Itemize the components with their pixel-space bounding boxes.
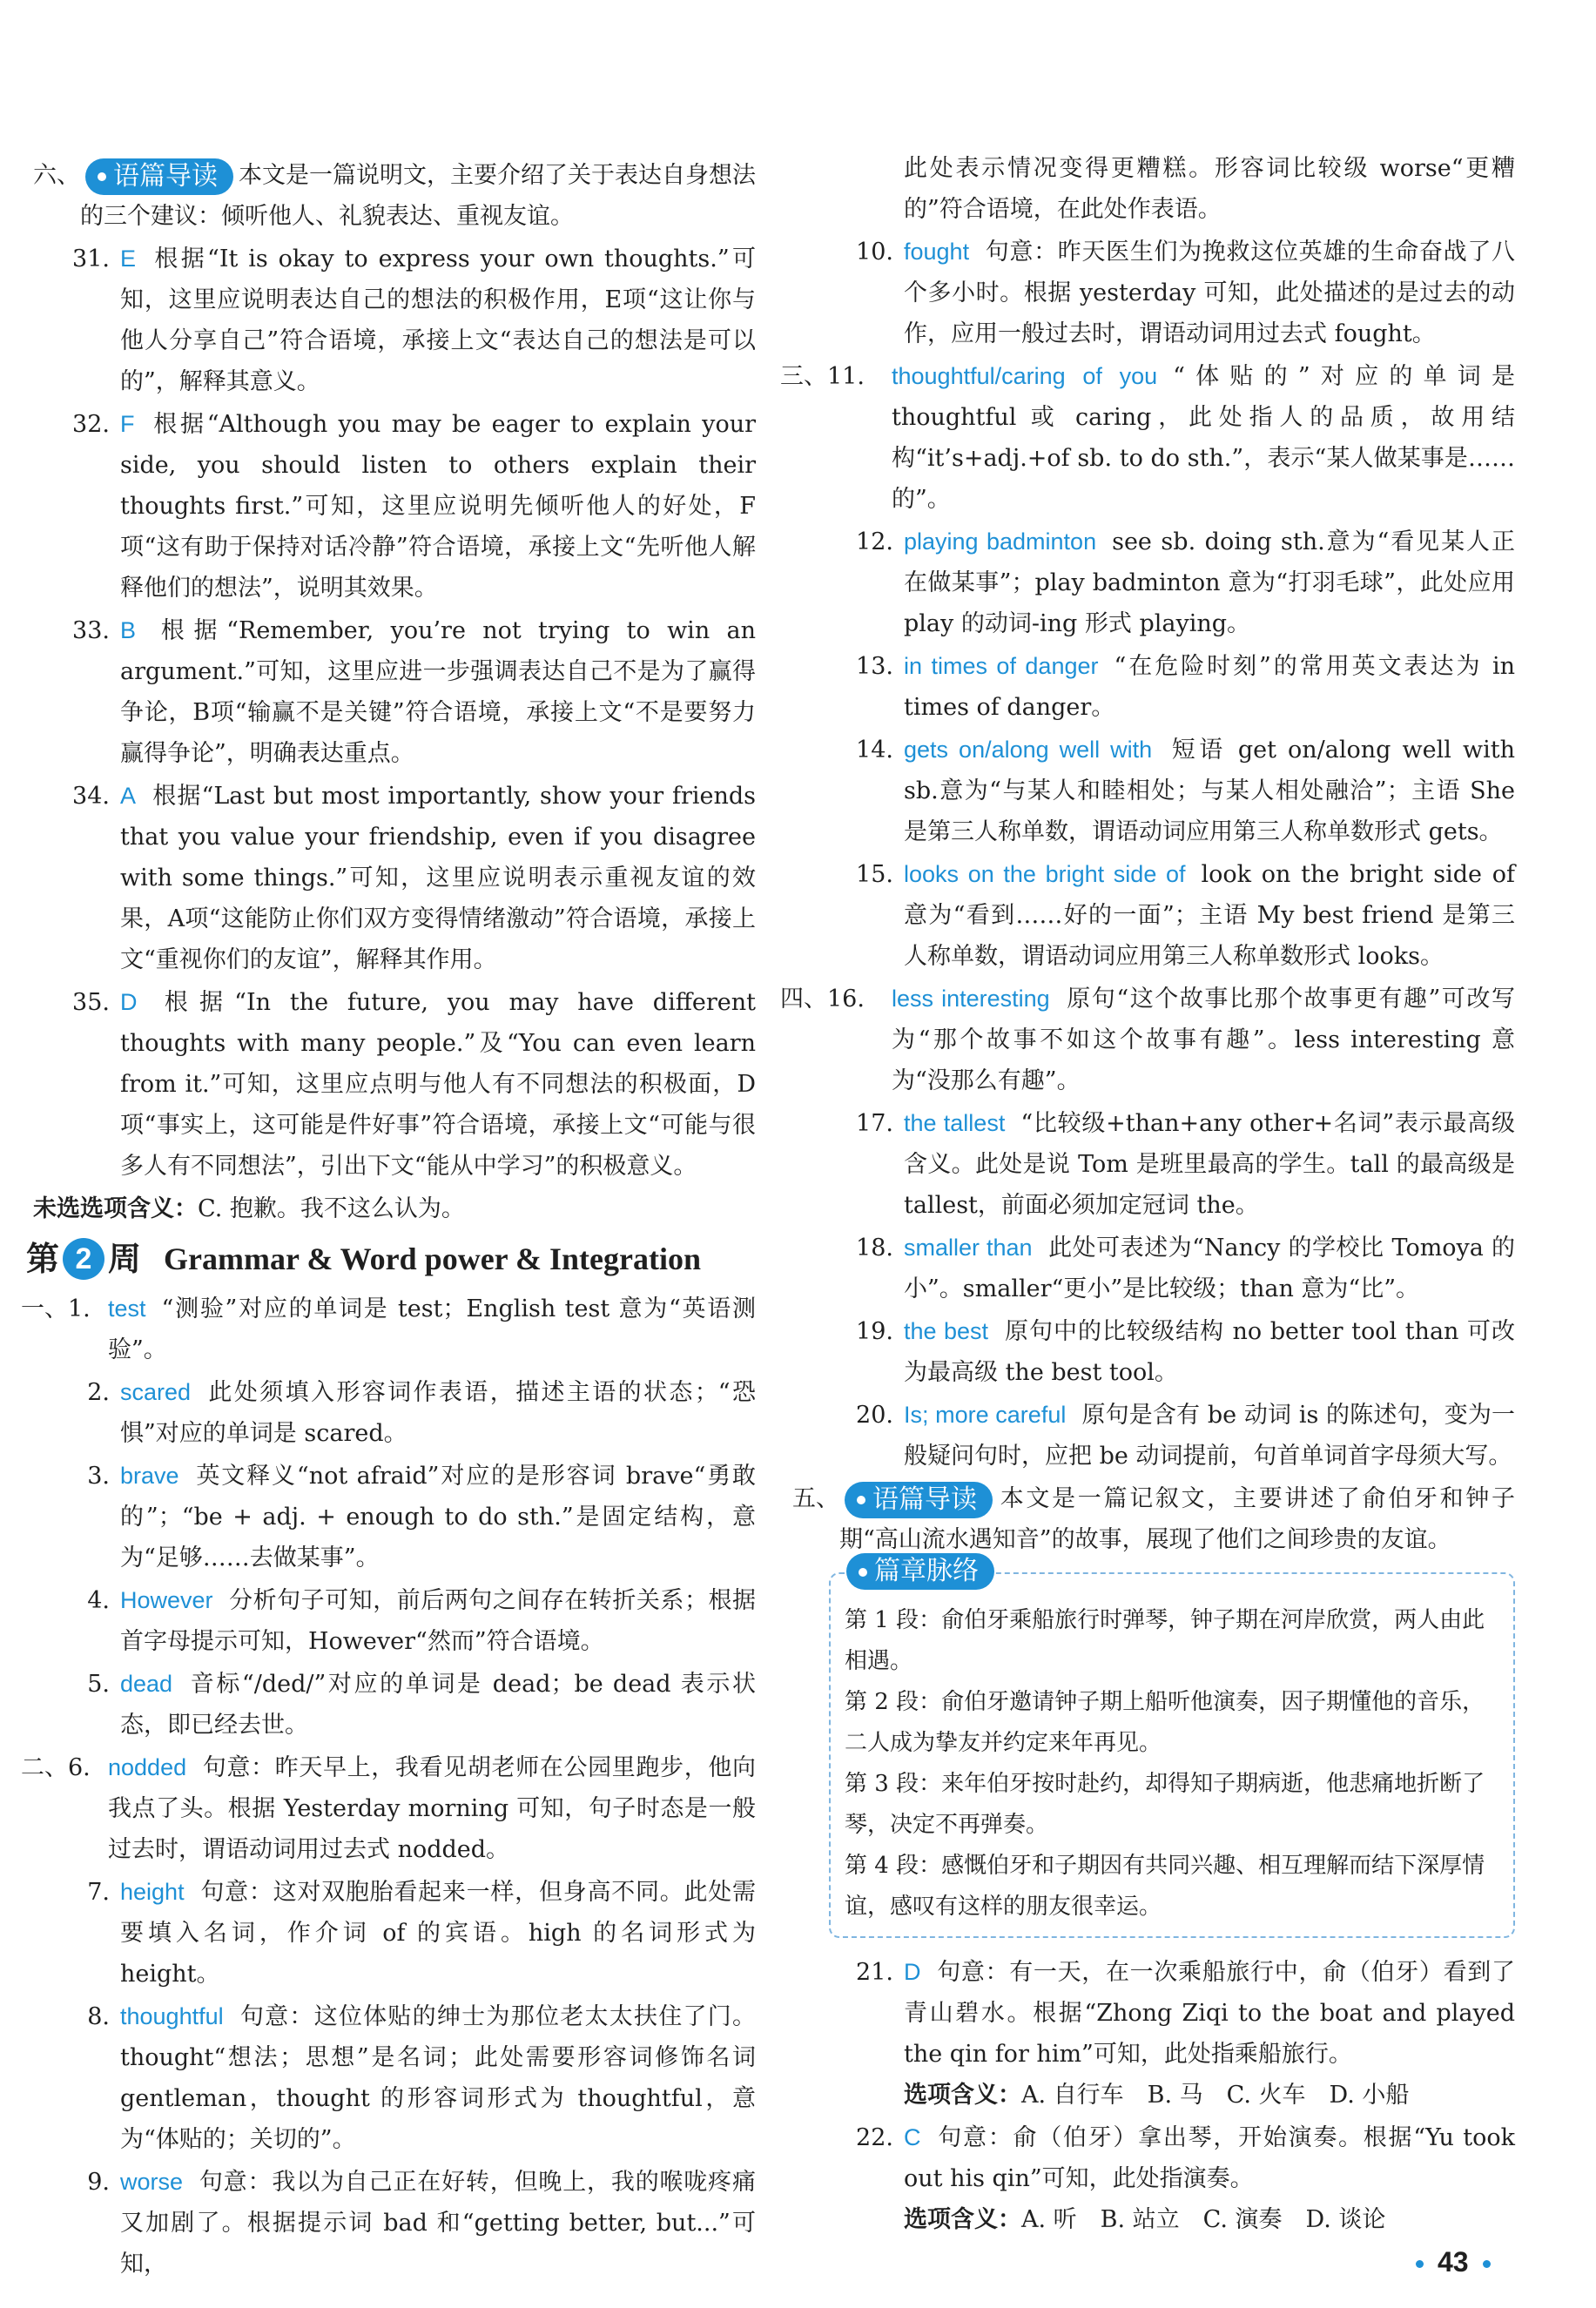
answer-item (33, 2162, 756, 2284)
answer-item (792, 646, 1515, 728)
answer-item (33, 1372, 756, 1454)
dot-icon (859, 1568, 867, 1577)
answer-key: the best (904, 1318, 989, 1344)
explanation-text: 句意：昨天早上，我看见胡老师在公园里跑步，他向我点了头。根据 Yesterday morning 可知，句子时态是一般过去时，谓语动词用过去式 nodded。 (108, 1754, 756, 1863)
item-9-continuation: 此处表示情况变得更糟糕。形容词比较级 worse“更糟的”符合语境，在此处作表语。 (904, 155, 1515, 223)
option-meanings: 选项含义：A. 听 B. 站立 C. 演奏 D. 谈论 (904, 2206, 1386, 2233)
answer-key: height (120, 1879, 185, 1905)
dot-icon (1483, 2260, 1491, 2268)
answer-item (792, 521, 1515, 644)
explanation-text: 音标“/ded/”对应的单词是 dead；be dead 表示状态，即已经去世。 (120, 1671, 756, 1739)
explanation-text: 短语 get on/along well with sb.意为“与某人和睦相处；与某人相处融洽”；主语 She 是第三人称单数，谓语动词应用第三人称单数形式 gets。 (904, 737, 1515, 845)
answer-item (792, 1311, 1515, 1393)
answer-key: gets on/along well with (904, 737, 1153, 763)
section-label: 五、 (792, 1485, 839, 1512)
answer-item (21, 1289, 756, 1370)
answer-key: A (120, 783, 137, 809)
answer-item (780, 356, 1515, 520)
right-column (780, 148, 1515, 2242)
answer-item (792, 1103, 1515, 1226)
explanation-text: “体贴的”对应的单词是 thoughtful 或 caring，此处指人的品质，故用结构“it’s+adj.+of sb. to do sth.”，表示“某人做某事是……的”。 (892, 363, 1515, 513)
answer-item (780, 979, 1515, 1101)
section-6-header (33, 155, 756, 237)
answer-key: D (120, 989, 138, 1015)
explanation-text: look on the bright side of 意为“看到……好的一面”；主语 My best friend 是第三人称单数，谓语动词应用第三人称单数形式 looks。 (904, 861, 1515, 970)
item-number: 2. (87, 1379, 110, 1406)
item-number: 20. (856, 1402, 893, 1429)
answer-item (33, 239, 756, 402)
answer-key: However (120, 1587, 213, 1613)
answer-item (792, 1228, 1515, 1309)
outline-paragraph: 第 2 段：俞伯牙邀请钟子期上船听他演奏，因子期懂他的音乐，二人成为挚友并约定来年再见。 (845, 1689, 1485, 1756)
answer-item (33, 1664, 756, 1746)
answer-key: less interesting (892, 986, 1050, 1012)
answer-item (792, 854, 1515, 977)
week-heading: 第 2 周 Grammar & Word power & Integration (26, 1238, 756, 1280)
item-number: 3. (87, 1463, 110, 1490)
item-number: 四、16. (780, 986, 865, 1013)
explanation-text: 句意：俞（伯牙）拿出琴，开始演奏。根据“Yu took out his qin”可知，此处指演奏。 (904, 2124, 1515, 2192)
explanation-text: 原句中的比较级结构 no better tool than 可改为最高级 the best tool。 (904, 1318, 1515, 1386)
item-number: 31. (72, 246, 110, 273)
explanation-text: 句意：我以为自己正在好转，但晚上，我的喉咙疼痛又加剧了。根据提示词 bad 和“getting better, but...”可知， (120, 2169, 756, 2278)
dot-icon (98, 172, 106, 181)
answer-key: in times of danger (904, 653, 1099, 679)
left-column (21, 155, 756, 2286)
answer-key: Is; more careful (904, 1402, 1067, 1428)
item-number: 18. (856, 1235, 893, 1262)
explanation-text: “在危险时刻”的常用英文表达为 in times of danger。 (904, 653, 1515, 721)
item-number: 8. (87, 2003, 110, 2030)
explanation-text: 英文释义“not afraid”对应的是形容词 brave“勇敢的”；“be + adj. + enough to do sth.”是固定结构，意为“足够……去做某事”。 (120, 1463, 756, 1571)
answer-item (33, 404, 756, 609)
item-number: 一、1. (21, 1295, 91, 1322)
answer-item (792, 2117, 1515, 2240)
answer-key: B (120, 617, 137, 643)
explanation-text: 句意：这对双胞胎看起来一样，但身高不同。此处需要填入名词，作介词 of 的宾语。high 的名词形式为 height。 (120, 1879, 756, 1988)
section-label: 六、 (33, 162, 80, 189)
item-number: 32. (72, 411, 110, 438)
answer-key: E (120, 246, 137, 272)
answer-item (792, 1395, 1515, 1477)
item-number: 9. (87, 2169, 110, 2196)
answer-item (33, 1996, 756, 2160)
answer-item (21, 1747, 756, 1870)
answer-key: worse (120, 2169, 184, 2195)
answer-key: nodded (108, 1754, 187, 1780)
explanation-text: 根据“Last but most importantly, show your friends that you value your friendship, even if you disagree with some things.”可知，这里应说明表示重视友谊的效果，A项“这能防止你们双方变得情绪激动”符合语境，承接上文“重视你们的友谊”，解释其作用。 (120, 783, 756, 973)
item-number: 7. (87, 1879, 110, 1906)
answer-key: dead (120, 1671, 173, 1697)
explanation-text: see sb. doing sth.意为“看见某人正在做某事”；play badminton 意为“打羽毛球”，此处应用 play 的动词-ing 形式 playing。 (904, 528, 1515, 637)
answer-key: thoughtful/caring of you (892, 363, 1158, 389)
answer-item (792, 730, 1515, 852)
dot-icon (1416, 2260, 1424, 2268)
item-number: 34. (72, 783, 110, 810)
outline-badge: 篇章脉络 (846, 1553, 994, 1590)
item-number: 17. (856, 1110, 893, 1137)
answer-key: the tallest (904, 1110, 1006, 1136)
week-title: Grammar & Word power & Integration (164, 1241, 701, 1276)
explanation-text: 原句是含有 be 动词 is 的陈述句，变为一般疑问句时，应把 be 动词提前，句首单词首字母须大写。 (904, 1402, 1515, 1470)
section-5-header (792, 1478, 1515, 1560)
item-number: 三、11. (780, 363, 865, 390)
answer-item (33, 982, 756, 1187)
answer-key: D (904, 1959, 921, 1985)
outline-paragraph: 第 3 段：来年伯牙按时赴约，却得知子期病逝，他悲痛地折断了琴，决定不再弹奏。 (845, 1771, 1485, 1838)
answer-item (792, 1952, 1515, 2116)
explanation-text: 此处须填入形容词作表语，描述主语的状态；“恐惧”对应的单词是 scared。 (120, 1379, 756, 1447)
item-number: 12. (856, 528, 893, 555)
explanation-text: “测验”对应的单词是 test；English test 意为“英语测验”。 (108, 1295, 756, 1363)
explanation-text: 根据“Although you may be eager to explain your side, you should listen to others explain their thoughts first.”可知，这里应说明先倾听他人的好处，F项“这有助于保持对话冷静”符合语境，承接上文“先听他人解释他们的想法”，说明其效果。 (120, 411, 756, 602)
item-number: 35. (72, 989, 110, 1016)
answer-key: F (120, 411, 135, 437)
answer-key: fought (904, 239, 970, 265)
explanation-text: 原句“这个故事比那个故事更有趣”可改写为“那个故事不如这个故事有趣”。less interesting 意为“没那么有趣”。 (892, 986, 1515, 1094)
answer-key: test (108, 1295, 146, 1322)
answer-key: scared (120, 1379, 192, 1405)
explanation-text: 句意：昨天医生们为挽救这位英雄的生命奋战了八个多小时。根据 yesterday 可知，此处描述的是过去的动作，应用一般过去时，谓语动词用过去式 fought。 (904, 239, 1515, 347)
page-number: 43 (1402, 2246, 1505, 2278)
item-number: 5. (87, 1671, 110, 1698)
answer-item (33, 776, 756, 980)
option-meanings: 选项含义：A. 自行车 B. 马 C. 火车 D. 小船 (904, 2082, 1410, 2109)
item-number: 二、6. (21, 1754, 91, 1781)
answer-key: C (904, 2124, 921, 2150)
week-number-badge: 2 (63, 1238, 104, 1280)
explanation-text: 根据“Remember, you’re not trying to win an argument.”可知，这里应进一步强调表达自己不是为了赢得争论，B项“输赢不是关键”符合语境，承接上文“不是要努力赢得争论”，明确表达重点。 (120, 617, 756, 767)
answer-key: brave (120, 1463, 179, 1489)
dot-icon (857, 1496, 865, 1504)
item-number: 4. (87, 1587, 110, 1614)
outline-paragraph: 第 1 段：俞伯牙乘船旅行时弹琴，钟子期在河岸欣赏，两人由此相遇。 (845, 1607, 1485, 1674)
unselected-options: 未选选项含义：C. 抱歉。我不这么认为。 (33, 1195, 465, 1222)
item-number: 14. (856, 737, 893, 764)
answer-key: playing badminton (904, 528, 1097, 555)
explanation-text: 根据“It is okay to express your own thoughts.”可知，这里应说明表达自己的想法的积极作用，E项“这让你与他人分享自己”符合语境，承接上文“表达自己的想法是可以的”，解释其意义。 (120, 246, 756, 395)
outline-paragraph: 第 4 段：感慨伯牙和子期因有共同兴趣、相互理解而结下深厚情谊，感叹有这样的朋友很幸运。 (845, 1853, 1485, 1920)
explanation-text: 根据“In the future, you may have different thoughts with many people.”及“You can even learn from it.”可知，这里应点明与他人有不同想法的积极面，D项“事实上，这可能是件好事”符合语境，承接上文“可能与很多人有不同想法”，引出下文“能从中学习”的积极意义。 (120, 989, 756, 1180)
explanation-text: 此处可表述为“Nancy 的学校比 Tomoya 的小”。smaller“更小”是比较级；than 意为“比”。 (904, 1235, 1515, 1302)
section-intro: 本文是一篇说明文，主要介绍了关于表达自身想法的三个建议：倾听他人、礼貌表达、重视友谊。 (80, 162, 756, 230)
answer-item (33, 1456, 756, 1578)
item-number: 33. (72, 617, 110, 644)
item-number: 15. (856, 861, 893, 888)
answer-key: thoughtful (120, 2003, 224, 2029)
answer-item (33, 1580, 756, 1662)
explanation-text: 分析句子可知，前后两句之间存在转折关系；根据首字母提示可知，However“然而”符合语境。 (120, 1587, 756, 1655)
outline-box (829, 1556, 1515, 1938)
reading-guide-badge: 语篇导读 (845, 1482, 993, 1518)
item-number: 19. (856, 1318, 893, 1345)
answer-item (33, 610, 756, 774)
explanation-text: 句意：这位体贴的绅士为那位老太太扶住了门。thought“想法；思想”是名词；此处需要形容词修饰名词 gentleman，thought 的形容词形式为 thoughtful，意为“体贴的；关切的”。 (120, 2003, 756, 2153)
item-number: 21. (856, 1959, 893, 1986)
answer-key: looks on the bright side of (904, 861, 1186, 887)
section-intro: 本文是一篇记叙文，主要讲述了俞伯牙和钟子期“高山流水遇知音”的故事，展现了他们之间珍贵的友谊。 (839, 1485, 1515, 1553)
explanation-text: “比较级+than+any other+名词”表示最高级含义。此处是说 Tom 是班里最高的学生。tall 的最高级是 tallest，前面必须加定冠词 the。 (904, 1110, 1515, 1219)
reading-guide-badge: 语篇导读 (85, 158, 233, 195)
answer-key: smaller than (904, 1235, 1033, 1261)
item-number: 22. (856, 2124, 893, 2151)
explanation-text: 句意：有一天，在一次乘船旅行中，俞（伯牙）看到了青山碧水。根据“Zhong Ziqi to the boat and played the qin for him”可知，此处指乘船旅行。 (904, 1959, 1515, 2068)
answer-item (33, 1872, 756, 1995)
answer-item (792, 232, 1515, 354)
item-number: 10. (856, 239, 893, 266)
item-number: 13. (856, 653, 893, 680)
